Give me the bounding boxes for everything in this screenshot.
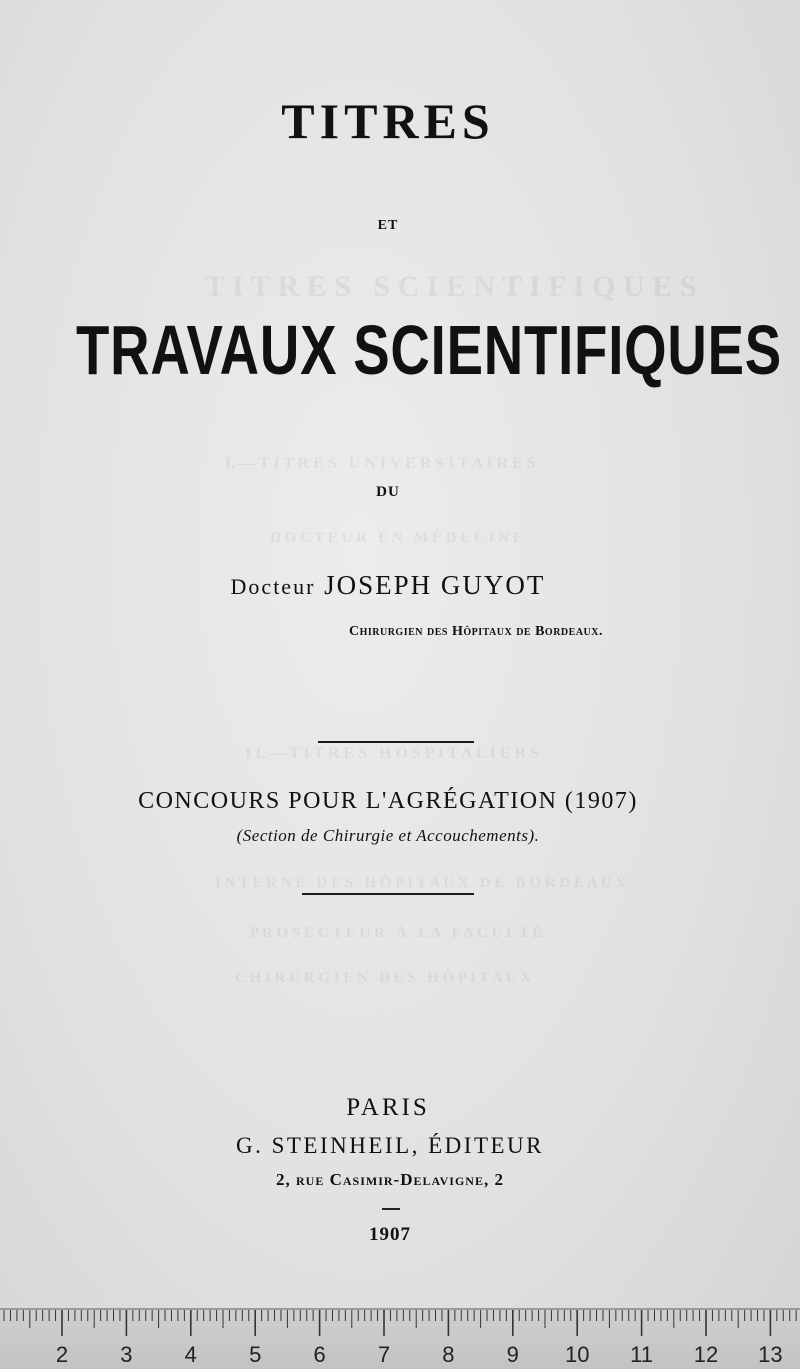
divider-rule: [318, 741, 474, 743]
contest-title: CONCOURS POUR L'AGRÉGATION (1907): [138, 788, 638, 814]
ruler-label: 5: [249, 1342, 262, 1367]
imprint-address: 2, rue Casimir-Delavigne, 2: [276, 1170, 504, 1189]
ruler-label: 11: [630, 1342, 654, 1367]
imprint-year: 1907: [369, 1224, 411, 1245]
imprint-dash: [382, 1208, 400, 1210]
imprint-city: PARIS: [346, 1094, 430, 1121]
show-through-text: P R O S E C T E U R À L A F A C U L T É: [250, 925, 543, 941]
ruler-label: 13: [758, 1342, 783, 1367]
contest-section: (Section de Chirurgie et Accouchements).: [236, 826, 540, 845]
show-through-text: T I T R E S S C I E N T I F I Q U E S: [205, 270, 697, 303]
ruler-label: 8: [442, 1342, 455, 1367]
show-through-text: I I. — T I T R E S H O S P I T A L I E R S: [245, 745, 539, 762]
author-prefix: Docteur: [230, 574, 316, 599]
title-line-2: TRAVAUX SCIENTIFIQUES: [76, 311, 783, 389]
ruler-label: 6: [313, 1342, 326, 1367]
show-through-text: D O C T E U R E N M É D E C I N E: [270, 530, 523, 546]
ruler-label: 4: [184, 1342, 197, 1367]
ruler-label: 7: [377, 1342, 391, 1367]
ruler-label: 12: [693, 1342, 719, 1367]
show-through-text: I N T E R N E D E S H Ô P I T A U X D E B O R D E A U X: [215, 875, 627, 891]
ruler-scale: [0, 1310, 800, 1369]
conjunction-text: ET: [377, 218, 399, 233]
measuring-ruler: [0, 1308, 800, 1369]
show-through-text: I. — T I T R E S U N I V E R S I T A I R E S: [225, 455, 536, 472]
author-name: JOSEPH GUYOT: [324, 570, 546, 600]
imprint-publisher: G. STEINHEIL, ÉDITEUR: [235, 1133, 544, 1158]
author-position: Chirurgien des Hôpitaux de Bordeaux.: [348, 624, 603, 639]
ruler-label: 10: [564, 1342, 590, 1367]
ruler-label: 9: [506, 1342, 519, 1367]
preposition-text: DU: [376, 484, 400, 500]
author-line: [0, 570, 788, 601]
show-through-text: C H I R U R G I E N D E S H Ô P I T A U X: [235, 970, 532, 986]
title-line-1: TITRES: [281, 93, 495, 149]
ruler-label: 3: [120, 1342, 133, 1367]
ruler-label: 2: [55, 1342, 69, 1367]
divider-rule: [302, 893, 474, 895]
